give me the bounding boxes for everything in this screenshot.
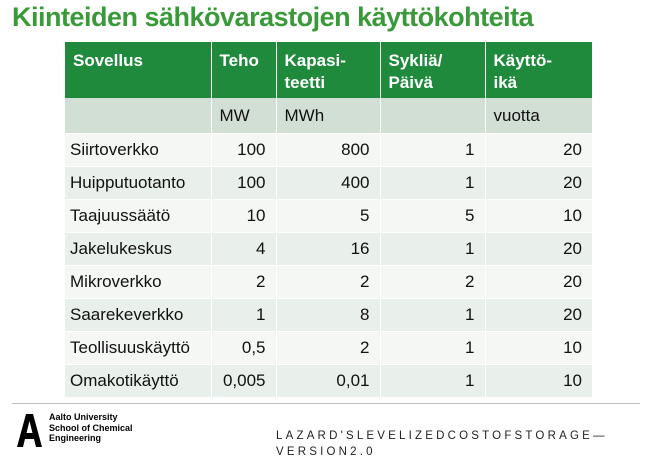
value-cell: 20 xyxy=(485,299,592,332)
header-kapasiteetti: Kapasi- teetti xyxy=(284,51,346,92)
slide-title: Kiinteiden sähkövarastojen käyttökohteita xyxy=(12,2,534,32)
unit-cell xyxy=(65,98,211,134)
application-name-cell: Taajuussäätö xyxy=(65,200,211,233)
value-cell: 16 xyxy=(276,233,380,266)
value-cell: 20 xyxy=(485,167,592,200)
header-syklia-paiva: Sykliä/ Päivä xyxy=(388,51,443,92)
value-cell: 20 xyxy=(485,233,592,266)
university-line-1: Aalto University xyxy=(49,412,118,422)
value-cell: 1 xyxy=(380,365,485,398)
value-cell: 100 xyxy=(211,134,276,167)
footer-divider xyxy=(12,403,640,404)
value-cell: 1 xyxy=(380,134,485,167)
application-name-cell: Saarekeverkko xyxy=(65,299,211,332)
header-cell xyxy=(485,42,592,98)
value-cell: 5 xyxy=(276,200,380,233)
value-cell: 400 xyxy=(276,167,380,200)
value-cell: 1 xyxy=(380,167,485,200)
value-cell: 4 xyxy=(211,233,276,266)
value-cell: 20 xyxy=(485,134,592,167)
application-name-cell: Jakelukeskus xyxy=(65,233,211,266)
table-row xyxy=(65,266,592,299)
table-row xyxy=(65,365,592,398)
table-row xyxy=(65,332,592,365)
application-name-cell: Mikroverkko xyxy=(65,266,211,299)
header-cell xyxy=(211,42,276,98)
value-cell: 1 xyxy=(380,332,485,365)
value-cell: 0,5 xyxy=(211,332,276,365)
value-cell: 10 xyxy=(485,365,592,398)
value-cell: 800 xyxy=(276,134,380,167)
table-row xyxy=(65,134,592,167)
value-cell: 0,005 xyxy=(211,365,276,398)
value-cell: 2 xyxy=(276,266,380,299)
value-cell: 1 xyxy=(380,299,485,332)
value-cell: 10 xyxy=(485,200,592,233)
application-name-cell: Siirtoverkko xyxy=(65,134,211,167)
university-line-2: School of Chemical xyxy=(49,422,133,433)
header-cell xyxy=(65,42,211,98)
value-cell: 1 xyxy=(211,299,276,332)
storage-applications-table xyxy=(65,42,592,398)
value-cell: 2 xyxy=(380,266,485,299)
unit-cell: MW xyxy=(211,98,276,134)
value-cell: 100 xyxy=(211,167,276,200)
table-header-row xyxy=(65,42,592,98)
units-row xyxy=(65,98,592,134)
header-teho: Teho xyxy=(219,51,259,70)
university-name xyxy=(49,412,133,444)
value-cell: 20 xyxy=(485,266,592,299)
value-cell: 1 xyxy=(380,233,485,266)
source-citation: LAZARD'SLEVELIZEDCOSTOFSTORAGE—VERSION2.0 xyxy=(276,430,608,458)
header-cell xyxy=(276,42,380,98)
unit-cell: vuotta xyxy=(485,98,592,134)
application-name-cell: Teollisuuskäyttö xyxy=(65,332,211,365)
table-row xyxy=(65,299,592,332)
header-cell xyxy=(380,42,485,98)
value-cell: 10 xyxy=(211,200,276,233)
university-line-3: Engineering xyxy=(49,433,102,443)
value-cell: 5 xyxy=(380,200,485,233)
value-cell: 0,01 xyxy=(276,365,380,398)
unit-cell xyxy=(380,98,485,134)
value-cell: 2 xyxy=(276,332,380,365)
application-name-cell: Huipputuotanto xyxy=(65,167,211,200)
value-cell: 2 xyxy=(211,266,276,299)
aalto-logo-icon xyxy=(15,411,45,449)
header-kayttoika: Käyttö- ikä xyxy=(493,51,553,92)
table-row xyxy=(65,233,592,266)
value-cell: 10 xyxy=(485,332,592,365)
header-sovellus: Sovellus xyxy=(73,51,143,70)
value-cell: 8 xyxy=(276,299,380,332)
application-name-cell: Omakotikäyttö xyxy=(65,365,211,398)
table-row xyxy=(65,200,592,233)
unit-cell: MWh xyxy=(276,98,380,134)
table-row xyxy=(65,167,592,200)
